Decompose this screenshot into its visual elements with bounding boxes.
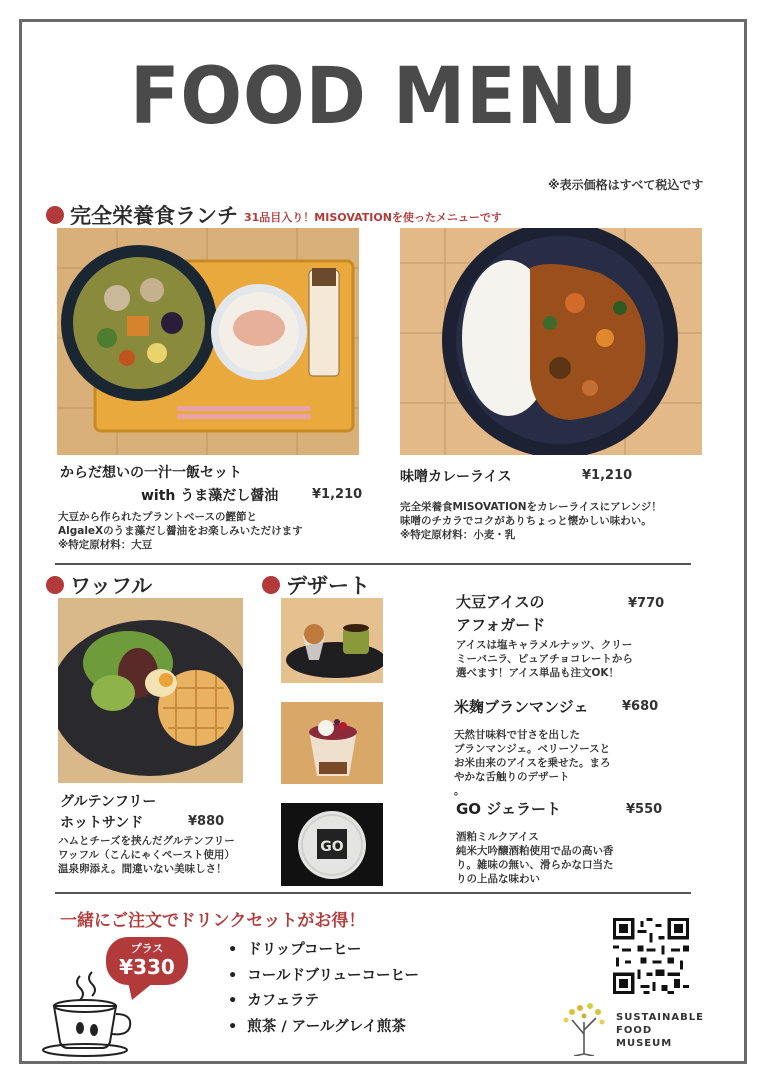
section-dot-icon <box>46 576 64 594</box>
desc-line: 温泉卵添え。間違いない美味しさ！ <box>58 863 227 875</box>
desc-line: 。 <box>454 785 465 797</box>
tax-note: ※表示価格はすべて税込です <box>548 178 704 192</box>
gelato-price: ¥550 <box>626 802 663 817</box>
section-dot-icon <box>262 576 280 594</box>
soup-set-price: ¥1,210 <box>312 487 363 502</box>
blancmange-description <box>454 728 610 798</box>
svg-text:GO: GO <box>320 839 344 855</box>
desc-line: ブランマンジェ。ベリーソースと <box>454 743 611 755</box>
dessert-heading: デザート <box>286 574 370 598</box>
bubble-price: ¥330 <box>119 955 175 979</box>
desc-line: 味噌のチカラでコクがありちょっと懐かしい味わい。 <box>400 515 652 527</box>
section-divider <box>55 892 691 894</box>
page-title: FOOD MENU <box>129 52 639 142</box>
logo-text <box>616 1011 704 1050</box>
affogato-photo <box>281 598 383 683</box>
waffle-heading: ワッフル <box>70 574 153 598</box>
lunch-section-header <box>46 200 502 230</box>
waffle-name-line2: ホットサンド <box>60 815 144 831</box>
desc-line: 選べます！アイス単品も注文OK！ <box>456 667 620 679</box>
drink-list <box>228 938 419 1040</box>
desc-line: ワッフル（こんにゃくペースト使用） <box>58 849 235 861</box>
gelato-description <box>456 830 614 886</box>
desc-line: 大豆から作られたプラントベースの鰹節と <box>58 511 257 523</box>
section-dot-icon <box>46 206 64 224</box>
desc-line: ※特定原材料：小麦・乳 <box>400 529 516 541</box>
gelato-photo <box>281 803 383 886</box>
drink-item: • 煎茶 / アールグレイ煎茶 <box>228 1015 419 1041</box>
qr-code[interactable] <box>613 918 689 994</box>
lunch-heading: 完全栄養食ランチ <box>70 204 238 228</box>
soup-set-description <box>58 510 303 552</box>
bubble-label: プラス <box>130 942 164 955</box>
blancmange-name: 米麹ブランマンジェ <box>454 698 589 716</box>
desc-line: やかな舌触りのデザート <box>454 771 570 783</box>
desc-line: ハムとチーズを挟んだグルテンフリー <box>58 835 235 847</box>
affogato-description <box>456 638 633 680</box>
logo-line: FOOD <box>616 1025 653 1036</box>
affogato-name-line2: アフォガード <box>456 616 546 634</box>
drink-set-heading: 一緒にご注文でドリンクセットがお得！ <box>60 911 366 931</box>
desc-line: 純米大吟醸酒粕使用で品の高い香 <box>456 845 614 857</box>
waffle-name-line1: グルテンフリー <box>60 794 157 810</box>
blancmange-photo <box>281 702 383 784</box>
lunch-subheading: 31品目入り！MISOVATIONを使ったメニューです <box>244 211 502 224</box>
gelato-name: GO ジェラート <box>456 800 561 818</box>
desc-line: ※特定原材料：大豆 <box>58 539 153 551</box>
tree-logo-icon <box>560 1000 608 1056</box>
soup-set-name-line2: with うま藻だし醤油 <box>141 488 279 504</box>
blancmange-price: ¥680 <box>622 699 659 714</box>
coffee-cup-icon <box>40 968 150 1058</box>
desc-line: りの上品な味わい <box>456 873 540 885</box>
desc-line: お米由来のアイスを乗せた。まろ <box>454 757 611 769</box>
curry-photo <box>400 228 702 455</box>
waffle-description <box>58 834 235 876</box>
drink-item: • コールドブリューコーヒー <box>228 964 419 990</box>
curry-name: 味噌カレーライス <box>400 469 512 485</box>
drink-item: • カフェラテ <box>228 989 419 1015</box>
drink-item: • ドリップコーヒー <box>228 938 419 964</box>
desc-line: 完全栄養食MISOVATIONをカレーライスにアレンジ！ <box>400 501 662 513</box>
curry-price: ¥1,210 <box>582 468 633 483</box>
desc-line: 天然甘味料で甘さを出した <box>454 729 580 741</box>
waffle-photo <box>58 598 243 783</box>
waffle-section-header <box>46 570 152 600</box>
soup-set-name-line1: からだ想いの一汁一飯セット <box>60 465 242 481</box>
curry-description <box>400 500 662 542</box>
desc-line: ミーバニラ、ピュアチョコレートから <box>456 653 633 665</box>
desc-line: り。雑味の無い、滑らかな口当た <box>456 859 614 871</box>
desc-line: アイスは塩キャラメルナッツ、クリー <box>456 639 633 651</box>
waffle-price: ¥880 <box>188 814 225 829</box>
desc-line: 酒粕ミルクアイス <box>456 831 539 843</box>
section-divider <box>55 563 691 565</box>
affogato-name-line1: 大豆アイスの <box>456 593 545 611</box>
affogato-price: ¥770 <box>628 596 665 611</box>
desc-line: AlgaleXのうま藻だし醤油をお楽しみいただけます <box>58 525 303 537</box>
dessert-section-header <box>262 570 370 600</box>
logo-line: SUSTAINABLE <box>616 1012 704 1023</box>
logo-line: MUSEUM <box>616 1038 673 1049</box>
soup-set-photo <box>57 228 359 455</box>
